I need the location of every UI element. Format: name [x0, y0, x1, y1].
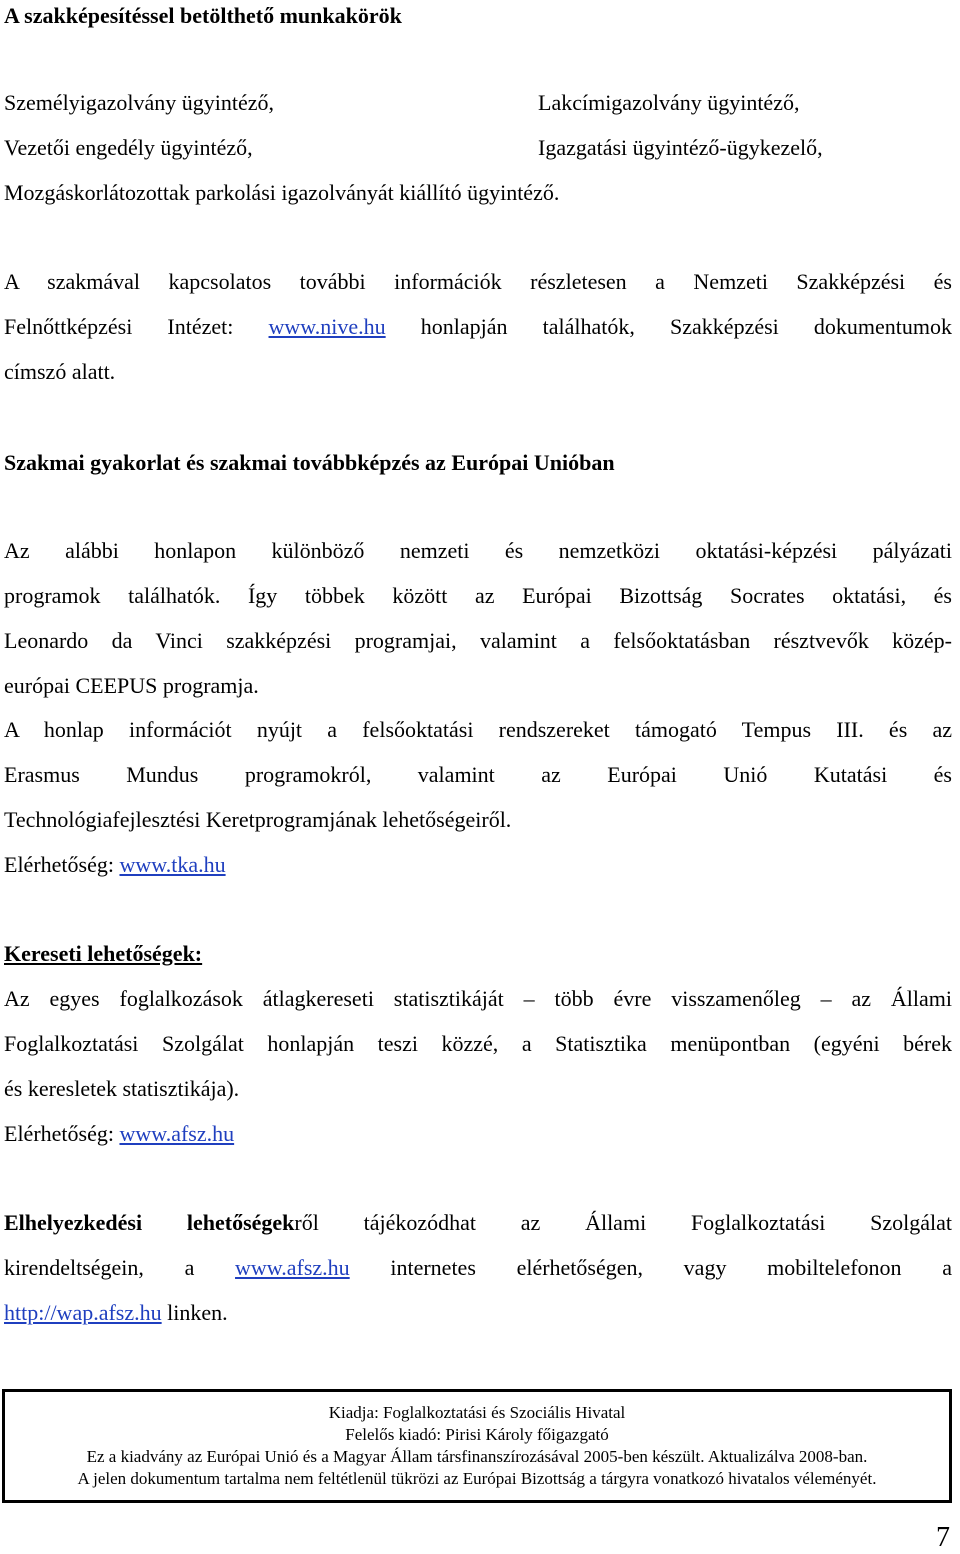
placement-bold-text: Elhelyezkedési lehetőségek [4, 1210, 295, 1235]
page-number: 7 [936, 1522, 950, 1553]
info-paragraph-line: A szakmával kapcsolatos további információk részletesen a Nemzeti Szakképzési és [4, 269, 952, 294]
earnings-paragraph-line: Foglalkoztatási Szolgálat honlapján teszi közzé, a Statisztika menüpontban (egyéni bérek [4, 1031, 952, 1056]
job-item: Lakcímigazolvány ügyintéző, [538, 90, 800, 115]
job-item: Mozgáskorlátozottak parkolási igazolványát kiállító ügyintéző. [4, 180, 560, 205]
section-heading-earnings: Kereseti lehetőségek: [4, 941, 203, 966]
eu-access-line [4, 852, 226, 878]
job-item: Személyigazolvány ügyintéző, [4, 90, 275, 115]
placement-text: internetes elérhetőségen, vagy mobiltelefonon a [349, 1255, 952, 1280]
afsz-link-2[interactable]: www.afsz.hu [235, 1255, 350, 1280]
section-heading-jobs: A szakképesítéssel betölthető munkakörök [4, 3, 402, 28]
earnings-access-line [4, 1121, 234, 1147]
eu-paragraph-line: A honlap információt nyújt a felsőoktatási rendszereket támogató Tempus III. és az [4, 717, 952, 742]
placement-paragraph-line [4, 1255, 952, 1281]
footer-disclaimer: A jelen dokumentum tartalma nem feltétlenül tükrözi az Európai Bizottság a tárgyra vonatkozó hivatalos véleményét. [77, 1469, 877, 1488]
access-label: Elérhetőség: [4, 1121, 120, 1146]
info-paragraph-line [4, 314, 952, 340]
eu-paragraph-line: európai CEEPUS programja. [4, 673, 259, 698]
earnings-paragraph-line: Az egyes foglalkozások átlagkereseti statisztikáját – több évre visszamenőleg – az Állami [4, 986, 952, 1011]
placement-paragraph-line [4, 1210, 952, 1236]
eu-paragraph-line: Az alábbi honlapon különböző nemzeti és nemzetközi oktatási-képzési pályázati [4, 538, 952, 563]
job-item: Vezetői engedély ügyintéző, [4, 135, 253, 160]
access-label: Elérhetőség: [4, 852, 120, 877]
eu-paragraph-line: Leonardo da Vinci szakképzési programjai, valamint a felsőoktatásban résztvevők közép- [4, 628, 952, 653]
info-paragraph-line: címszó alatt. [4, 359, 116, 384]
tka-link[interactable]: www.tka.hu [119, 852, 226, 877]
publisher-footer-box [2, 1389, 952, 1503]
placement-paragraph-line [4, 1300, 228, 1326]
footer-publisher: Kiadja: Foglalkoztatási és Szociális Hivatal [328, 1403, 626, 1422]
placement-text: linken. [161, 1300, 228, 1325]
afsz-link[interactable]: www.afsz.hu [119, 1121, 235, 1146]
nive-link[interactable]: www.nive.hu [268, 314, 386, 339]
placement-text: ről tájékozódhat az Állami Foglalkoztatási Szolgálat [294, 1210, 952, 1235]
eu-paragraph-line: programok találhatók. Így többek között az Európai Bizottság Socrates oktatási, és [4, 583, 952, 608]
eu-paragraph-line: Technológiafejlesztési Keretprogramjának lehetőségeiről. [4, 807, 512, 832]
info-text: Felnőttképzési Intézet: [4, 314, 269, 339]
footer-responsible-publisher: Felelős kiadó: Pirisi Károly főigazgató [345, 1425, 609, 1444]
placement-text: kirendeltségein, a [4, 1255, 236, 1280]
eu-paragraph-line: Erasmus Mundus programokról, valamint az Európai Unió Kutatási és [4, 762, 952, 787]
job-item: Igazgatási ügyintéző-ügykezelő, [538, 135, 823, 160]
section-heading-eu: Szakmai gyakorlat és szakmai továbbképzés az Európai Unióban [4, 450, 615, 475]
info-text: honlapján találhatók, Szakképzési dokumentumok [385, 314, 952, 339]
wap-afsz-link[interactable]: http://wap.afsz.hu [4, 1300, 162, 1325]
footer-funding-note: Ez a kiadvány az Európai Unió és a Magyar Állam társfinanszírozásával 2005-ben készült. Aktualizálva 2008-ban. [86, 1447, 868, 1466]
earnings-paragraph-line: és keresletek statisztikája). [4, 1076, 240, 1101]
